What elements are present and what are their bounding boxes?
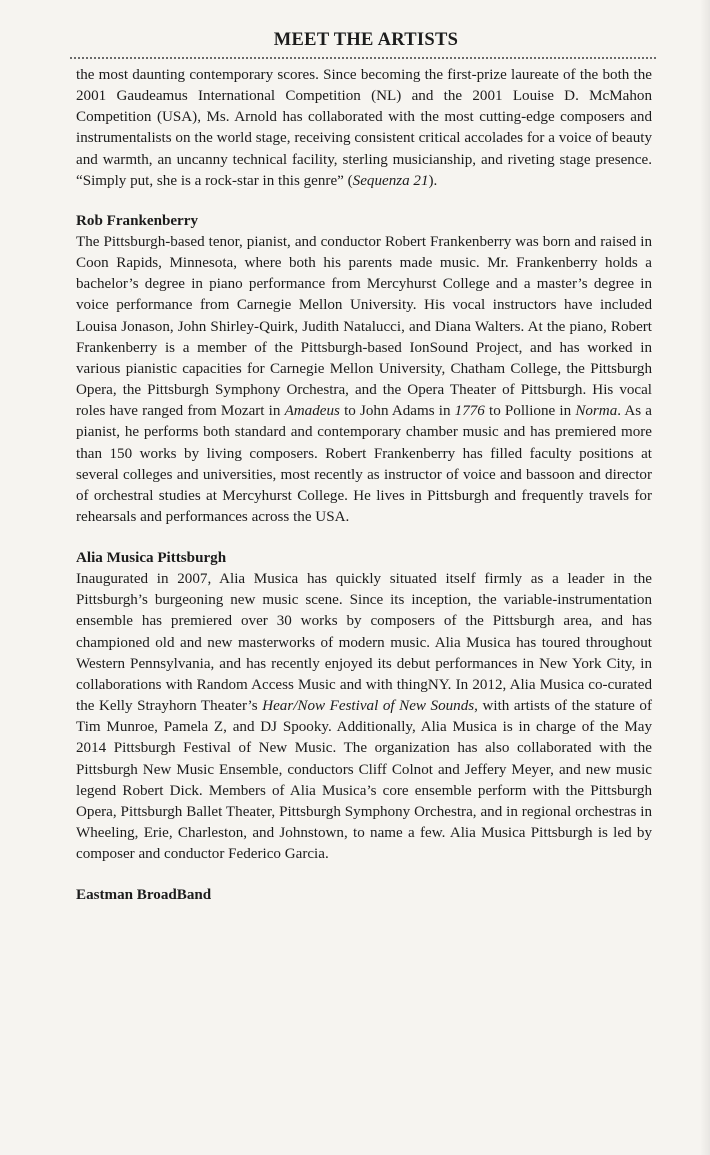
intro-text-end: ). — [428, 172, 438, 189]
bio-section-rob-frankenberry — [76, 211, 652, 528]
bio-text: to John Adams in — [339, 403, 455, 420]
intro-text: the most daunting contemporary scores. Since becoming the first-prize laureate of the both the 2001 Gaudeamus International Competition (NL) and the 2001 Louise D. McMahon Competition (USA), Ms. Arnold has collaborated with the most cutting-edge composers and instrumentalists on the world stage, receiving consistent critical accolades for a voice of beauty and warmth, an uncanny technical facility, sterling musicianship, and riveting stage presence. “Simply put, she is a rock-star in this genre” ( — [76, 67, 652, 189]
page-edge-shadow — [700, 0, 710, 1155]
bio-paragraph — [76, 232, 652, 528]
bio-text: Inaugurated in 2007, Alia Musica has quickly situated itself firmly as a leader in the Pittsburgh’s burgeoning new music scene. Since its inception, the variable-instrumentation ensemble has premiered over 30 works by composers of the Pittsburgh area, and has championed old and new masterworks of modern music. Alia Musica has toured throughout Western Pennsylvania, and has recently enjoyed its debut performances in New York City, in collaborations with Random Access Music and with thingNY. In 2012, Alia Musica co-curated the Kelly Strayhorn Theater’s — [76, 571, 652, 715]
bio-text: , with artists of the stature of Tim Munroe, Pamela Z, and DJ Spooky. Additionally, Alia Musica is in charge of the May 2014 Pittsburgh Festival of New Music. The organization has also collaborated with the Pittsburgh New Music Ensemble, conductors Cliff Colnot and Jeffery Meyer, and new music legend Robert Dick. Members of Alia Musica’s core ensemble perform with the Pittsburgh Opera, Pittsburgh Ballet Theater, Pittsburgh Symphony Orchestra, and in regional orchestras in Wheeling, Erie, Charleston, and Johnstown, to name a few. Alia Musica Pittsburgh is led by composer and conductor Federico Garcia. — [76, 698, 652, 863]
bio-heading: Eastman BroadBand — [76, 887, 212, 904]
work-title: Norma — [575, 403, 618, 420]
bio-paragraph — [76, 569, 652, 865]
bio-text: . As a pianist, he performs both standard and contemporary chamber music and has premiered more than 150 works by living composers. Robert Frankenberry has filled faculty positions at several colleges and universities, most recently as instructor of voice and bassoon and director of orchestral studies at Mercyhurst College. He lives in Pittsburgh and frequently travels for rehearsals and performances across the USA. — [76, 403, 652, 525]
bio-text: The Pittsburgh-based tenor, pianist, and conductor Robert Frankenberry was born and raised in Coon Rapids, Minnesota, where both his parents made music. Mr. Frankenberry holds a bachelor’s degree in piano performance from Mercyhurst College and a master’s degree in voice performance from Carnegie Mellon University. His vocal instructors have included Louisa Jonason, John Shirley-Quirk, Judith Natalucci, and Diana Walters. At the piano, Robert Frankenberry is a member of the Pittsburgh-based IonSound Project, and has worked in various pianistic capacities for Carnegie Mellon University, Chatham College, the Pittsburgh Opera, the Pittsburgh Symphony Orchestra, and the Opera Theater of Pittsburgh. His vocal roles have ranged from Mozart in — [76, 233, 652, 420]
bio-heading: Rob Frankenberry — [76, 212, 199, 229]
bio-section-eastman-broadband — [76, 885, 652, 906]
work-title: 1776 — [454, 403, 485, 420]
header-divider — [70, 57, 656, 59]
publication-title: Sequenza 21 — [352, 172, 429, 189]
intro-paragraph — [76, 65, 652, 192]
bio-section-alia-musica — [76, 548, 652, 865]
bio-text: to Pollione in — [484, 403, 576, 420]
page-title: MEET THE ARTISTS — [273, 30, 459, 50]
festival-title: Hear/Now Festival of New Sounds — [262, 698, 475, 715]
bio-heading: Alia Musica Pittsburgh — [76, 550, 227, 567]
work-title: Amadeus — [284, 403, 340, 420]
